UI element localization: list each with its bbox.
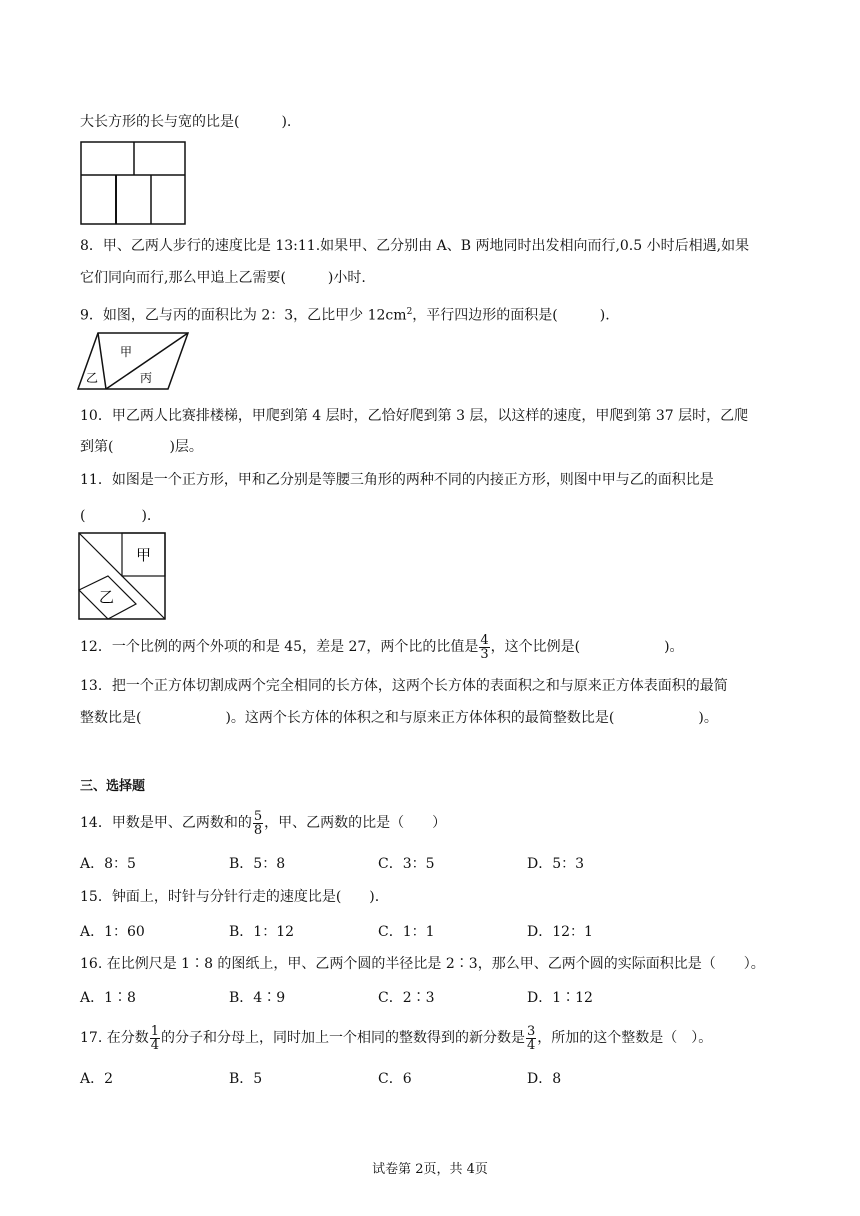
section-title-choice: 三、选择题 xyxy=(80,779,146,794)
q17-middle: 的分子和分母上，同时加上一个相同的整数得到的新分数是 xyxy=(161,1030,525,1046)
q9-superscript: 2 xyxy=(406,307,413,317)
q14-option-c[interactable]: C．3：5 xyxy=(378,856,435,872)
q17-option-d[interactable]: D．8 xyxy=(527,1071,562,1087)
q10-line2: 到第( )层。 xyxy=(80,439,203,455)
q9-label-jia: 甲 xyxy=(120,345,133,359)
q12-fraction xyxy=(479,634,489,661)
q9-parallelogram-figure xyxy=(76,330,190,392)
q12-prefix: 12．一个比例的两个外项的和是 45，差是 27，两个比的比值是 xyxy=(80,639,479,655)
q17-frac1-den: 4 xyxy=(150,1037,159,1053)
q12-frac-num: 4 xyxy=(480,632,489,648)
q9-prefix: 9．如图，乙与丙的面积比为 2：3，乙比甲少 12cm xyxy=(80,307,407,324)
q8-line2: 它们同向而行,那么甲追上乙需要( )小时. xyxy=(80,270,366,286)
q14-text xyxy=(80,806,446,840)
q12-text xyxy=(80,630,684,664)
q17-prefix: 17. 在分数 xyxy=(80,1030,149,1046)
q9-label-bing: 丙 xyxy=(140,371,153,385)
q14-frac-den: 8 xyxy=(253,822,263,838)
q7-text: 大长方形的长与宽的比是( ). xyxy=(80,114,292,130)
q16-option-d[interactable]: D．1∶12 xyxy=(527,990,593,1006)
q14-fraction xyxy=(253,810,263,837)
q17-text xyxy=(80,1021,712,1055)
q14-option-a[interactable]: A．8：5 xyxy=(80,856,136,872)
q13-line1: 13．把一个正方体切割成两个完全相同的长方体，这两个长方体的表面积之和与原来正方体表面积的最简 xyxy=(80,678,728,694)
q11-line1: 11．如图是一个正方形，甲和乙分别是等腰三角形的两种不同的内接正方形，则图中甲与乙的面积比是 xyxy=(80,472,714,488)
q14-prefix: 14．甲数是甲、乙两数和的 xyxy=(80,815,252,831)
q11-square-figure xyxy=(78,532,168,622)
q10-line1: 10．甲乙两人比赛排楼梯，甲爬到第 4 层时，乙恰好爬到第 3 层，以这样的速度，甲爬到第 37 层时，乙爬 xyxy=(80,408,749,424)
q11-label-yi: 乙 xyxy=(99,588,115,606)
q11-line2: ( ). xyxy=(80,508,152,524)
q17-option-a[interactable]: A．2 xyxy=(80,1071,114,1087)
q9-label-yi: 乙 xyxy=(86,371,99,385)
q14-frac-num: 5 xyxy=(253,808,263,824)
page-footer: 试卷第 2页，共 4页 xyxy=(372,1162,488,1177)
q11-label-jia: 甲 xyxy=(136,546,152,564)
q8-line1: 8．甲、乙两人步行的速度比是 13:11.如果甲、乙分别由 A、B 两地同时出发相向而行,0.5 小时后相遇,如果 xyxy=(80,238,750,254)
q16-option-c[interactable]: C．2∶3 xyxy=(378,990,435,1006)
q17-fraction-2 xyxy=(526,1025,536,1052)
q17-frac2-num: 3 xyxy=(527,1023,536,1039)
q9-text xyxy=(80,302,610,326)
q17-suffix: ，所加的这个整数是（ ）。 xyxy=(537,1030,713,1046)
q17-option-c[interactable]: C．6 xyxy=(378,1071,412,1087)
q16-option-a[interactable]: A．1∶8 xyxy=(80,990,136,1006)
q15-option-d[interactable]: D．12：1 xyxy=(527,924,593,940)
q9-suffix: ，平行四边形的面积是( ). xyxy=(412,307,610,324)
q15-option-c[interactable]: C．1：1 xyxy=(378,924,435,940)
q15-option-b[interactable]: B．1：12 xyxy=(229,924,295,940)
q17-fraction-1 xyxy=(150,1025,160,1052)
q13-line2: 整数比是( )。这两个长方体的体积之和与原来正方体体积的最简整数比是( )。 xyxy=(80,710,718,726)
q16-text: 16. 在比例尺是 1∶8 的图纸上，甲、乙两个圆的半径比是 2∶3，那么甲、乙两个圆的实际面积比是（ ）。 xyxy=(80,956,765,972)
q14-option-b[interactable]: B．5：8 xyxy=(229,856,286,872)
q15-text: 15．钟面上，时针与分针行走的速度比是( ). xyxy=(80,889,380,905)
q12-frac-den: 3 xyxy=(480,646,489,662)
q14-option-d[interactable]: D．5：3 xyxy=(527,856,585,872)
q15-option-a[interactable]: A．1：60 xyxy=(80,924,145,940)
q17-frac2-den: 4 xyxy=(527,1037,536,1053)
q17-frac1-num: 1 xyxy=(150,1023,159,1039)
q12-suffix: ，这个比例是( )。 xyxy=(490,639,684,655)
q14-suffix: ，甲、乙两数的比是（ ） xyxy=(264,815,447,831)
q16-option-b[interactable]: B．4∶9 xyxy=(229,990,286,1006)
q17-option-b[interactable]: B．5 xyxy=(229,1071,263,1087)
q7-rectangle-figure xyxy=(80,141,188,227)
